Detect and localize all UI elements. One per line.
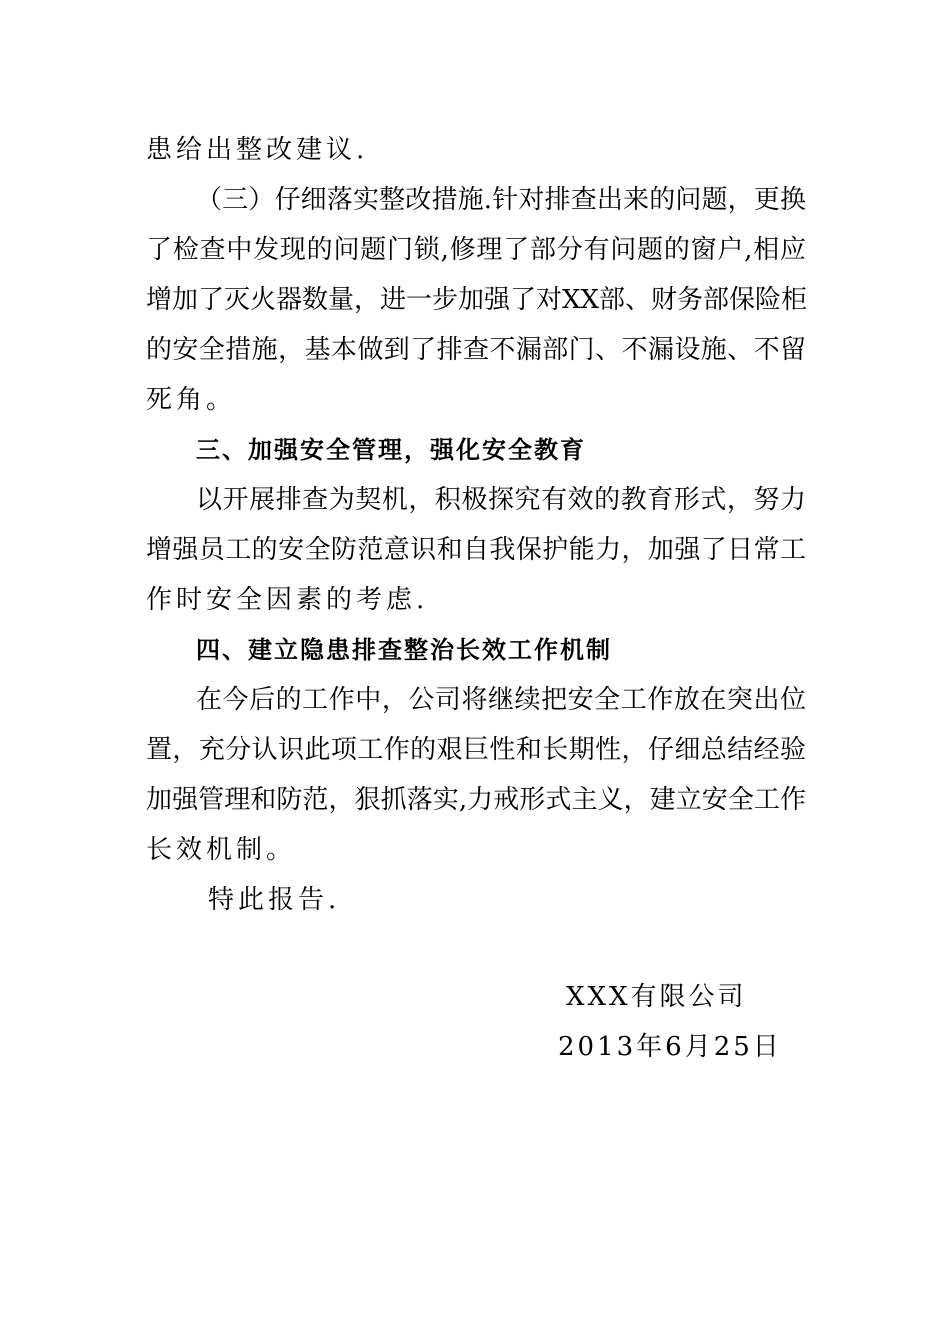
paragraph-line: 置，充分认识此项工作的艰巨性和长期性，仔细总结经验 bbox=[146, 735, 806, 765]
paragraph-line: 增加了灭火器数量，进一步加强了对XX部、财务部保险柜 bbox=[146, 285, 808, 315]
paragraph-line: 加强管理和防范，狠抓落实,力戒形式主义，建立安全工作 bbox=[146, 785, 806, 815]
paragraph-line: 在今后的工作中，公司将继续把安全工作放在突出位 bbox=[196, 685, 806, 715]
paragraph-line: 的安全措施，基本做到了排查不漏部门、不漏设施、不留 bbox=[146, 335, 806, 365]
paragraph-line: 死角。 bbox=[146, 385, 237, 415]
closing-remark: 特此报告. bbox=[208, 885, 341, 915]
paragraph-line: 以开展排查为契机，积极探究有效的教育形式，努力 bbox=[196, 485, 806, 515]
paragraph-line: 患给出整改建议. bbox=[146, 135, 369, 165]
signature-date: 2013年6月25日 bbox=[558, 1032, 782, 1062]
section-heading: 三、加强安全管理，强化安全教育 bbox=[196, 436, 586, 464]
paragraph-line: 作时安全因素的考虑. bbox=[146, 585, 429, 615]
signature-company: XXX有限公司 bbox=[566, 982, 747, 1012]
section-heading: 四、建立隐患排查整治长效工作机制 bbox=[196, 636, 612, 664]
paragraph-line: 长效机制。 bbox=[146, 835, 297, 865]
paragraph-line: 了检查中发现的问题门锁,修理了部分有问题的窗户,相应 bbox=[146, 235, 806, 265]
paragraph-line: 增强员工的安全防范意识和自我保护能力，加强了日常工 bbox=[146, 535, 806, 565]
paragraph-line: （三）仔细落实整改措施.针对排查出来的问题，更换 bbox=[196, 185, 806, 215]
